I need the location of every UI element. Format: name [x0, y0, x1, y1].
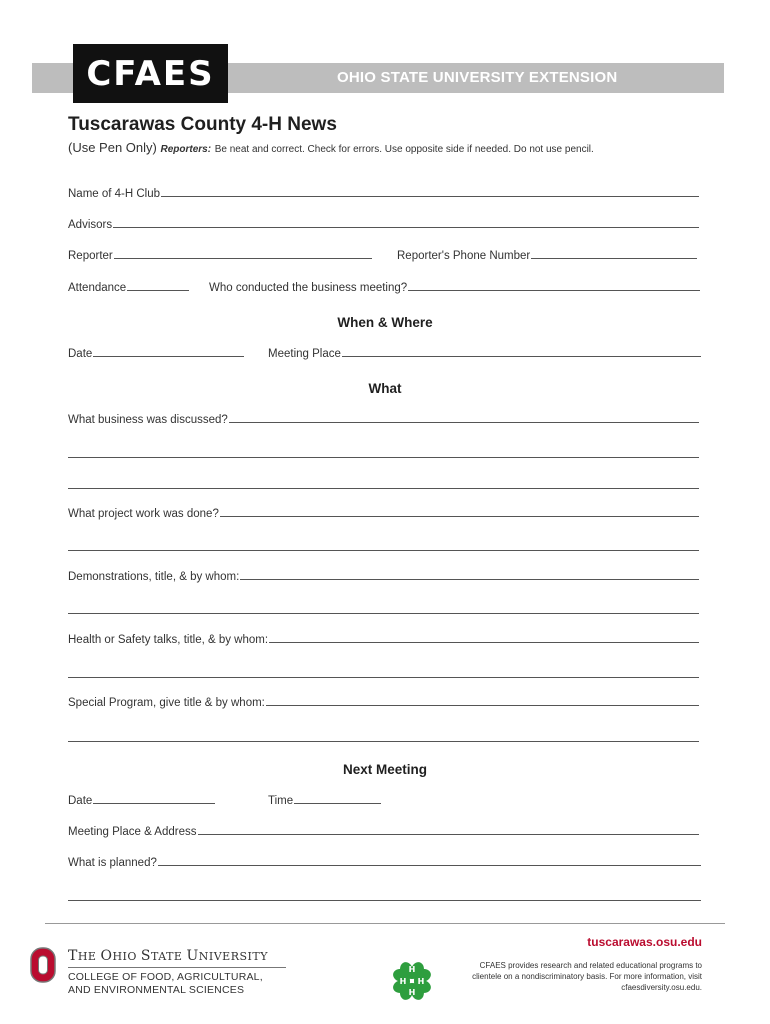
advisors-field[interactable] — [68, 219, 699, 231]
planned-field[interactable] — [68, 857, 701, 869]
page-title: Tuscarawas County 4-H News — [68, 114, 337, 135]
meeting-date-label: Date — [68, 348, 93, 360]
conducted-by-label: Who conducted the business meeting? — [209, 282, 408, 294]
meeting-date-field[interactable] — [68, 348, 244, 360]
reporters-label: Reporters: — [160, 144, 212, 155]
special-program-label: Special Program, give title & by whom: — [68, 697, 265, 709]
advisors-label: Advisors — [68, 219, 113, 231]
planned-blank-line[interactable] — [68, 900, 701, 901]
pen-note: (Use Pen Only) — [68, 140, 157, 155]
demonstrations-label: Demonstrations, title, & by whom: — [68, 571, 240, 583]
project-blank-line[interactable] — [68, 550, 699, 551]
reporter-phone-label: Reporter's Phone Number — [397, 250, 531, 262]
website-link[interactable]: tuscarawas.osu.edu — [587, 935, 702, 949]
college-line-1: COLLEGE OF FOOD, AGRICULTURAL, — [68, 971, 263, 983]
club-name-field[interactable] — [68, 188, 699, 200]
meeting-place-field[interactable] — [268, 348, 701, 360]
attendance-field[interactable] — [68, 282, 189, 294]
wordmark-divider — [68, 967, 286, 968]
svg-text:H: H — [399, 977, 407, 986]
college-line-2: AND ENVIRONMENTAL SCIENCES — [68, 984, 245, 996]
next-place-field[interactable] — [68, 826, 699, 838]
project-work-label: What project work was done? — [68, 508, 219, 520]
next-meeting-heading: Next Meeting — [342, 762, 427, 777]
special-program-field[interactable] — [68, 697, 699, 709]
svg-text:H: H — [408, 965, 416, 974]
reporter-field[interactable] — [68, 250, 372, 262]
next-date-field[interactable] — [68, 795, 215, 807]
business-blank-line-1[interactable] — [68, 457, 699, 458]
reporter-label: Reporter — [68, 250, 113, 262]
project-work-field[interactable] — [68, 508, 699, 520]
four-h-clover-icon — [388, 957, 436, 1005]
demonstrations-blank-line[interactable] — [68, 613, 699, 614]
attendance-label: Attendance — [68, 282, 127, 294]
osu-wordmark: THE OHIO STATE UNIVERSITY — [68, 948, 268, 964]
next-time-field[interactable] — [268, 795, 381, 807]
planned-label: What is planned? — [68, 857, 157, 869]
special-program-blank-line[interactable] — [68, 741, 699, 742]
meeting-place-label: Meeting Place — [268, 348, 341, 360]
health-safety-label: Health or Safety talks, title, & by whom: — [68, 634, 269, 646]
next-date-label: Date — [68, 795, 93, 807]
disclaimer: CFAES provides research and related educational programs to clientele on a nondiscriminatory basis. For more information, visit cfaesdiversity.osu.edu. — [472, 961, 702, 992]
svg-text:H: H — [417, 977, 425, 986]
subtitle — [68, 140, 594, 155]
business-blank-line-2[interactable] — [68, 488, 699, 489]
next-place-label: Meeting Place & Address — [68, 826, 197, 838]
cfaes-logo: CFAES — [73, 44, 228, 103]
business-field[interactable] — [68, 414, 699, 426]
conducted-by-field[interactable] — [209, 282, 700, 294]
business-label: What business was discussed? — [68, 414, 228, 426]
club-name-label: Name of 4-H Club — [68, 188, 161, 200]
what-heading: What — [368, 381, 402, 396]
osu-block-o-icon — [30, 947, 56, 983]
college-name — [68, 971, 263, 997]
extension-title: OHIO STATE UNIVERSITY EXTENSION — [337, 69, 618, 86]
instructions: Be neat and correct. Check for errors. Use opposite side if needed. Do not use pencil. — [214, 144, 594, 155]
reporter-phone-field[interactable] — [397, 250, 697, 262]
footer-divider — [45, 923, 725, 924]
health-safety-blank-line[interactable] — [68, 677, 699, 678]
health-safety-field[interactable] — [68, 634, 699, 646]
demonstrations-field[interactable] — [68, 571, 699, 583]
next-time-label: Time — [268, 795, 294, 807]
svg-text:H: H — [408, 988, 416, 997]
when-where-heading: When & Where — [337, 315, 433, 330]
